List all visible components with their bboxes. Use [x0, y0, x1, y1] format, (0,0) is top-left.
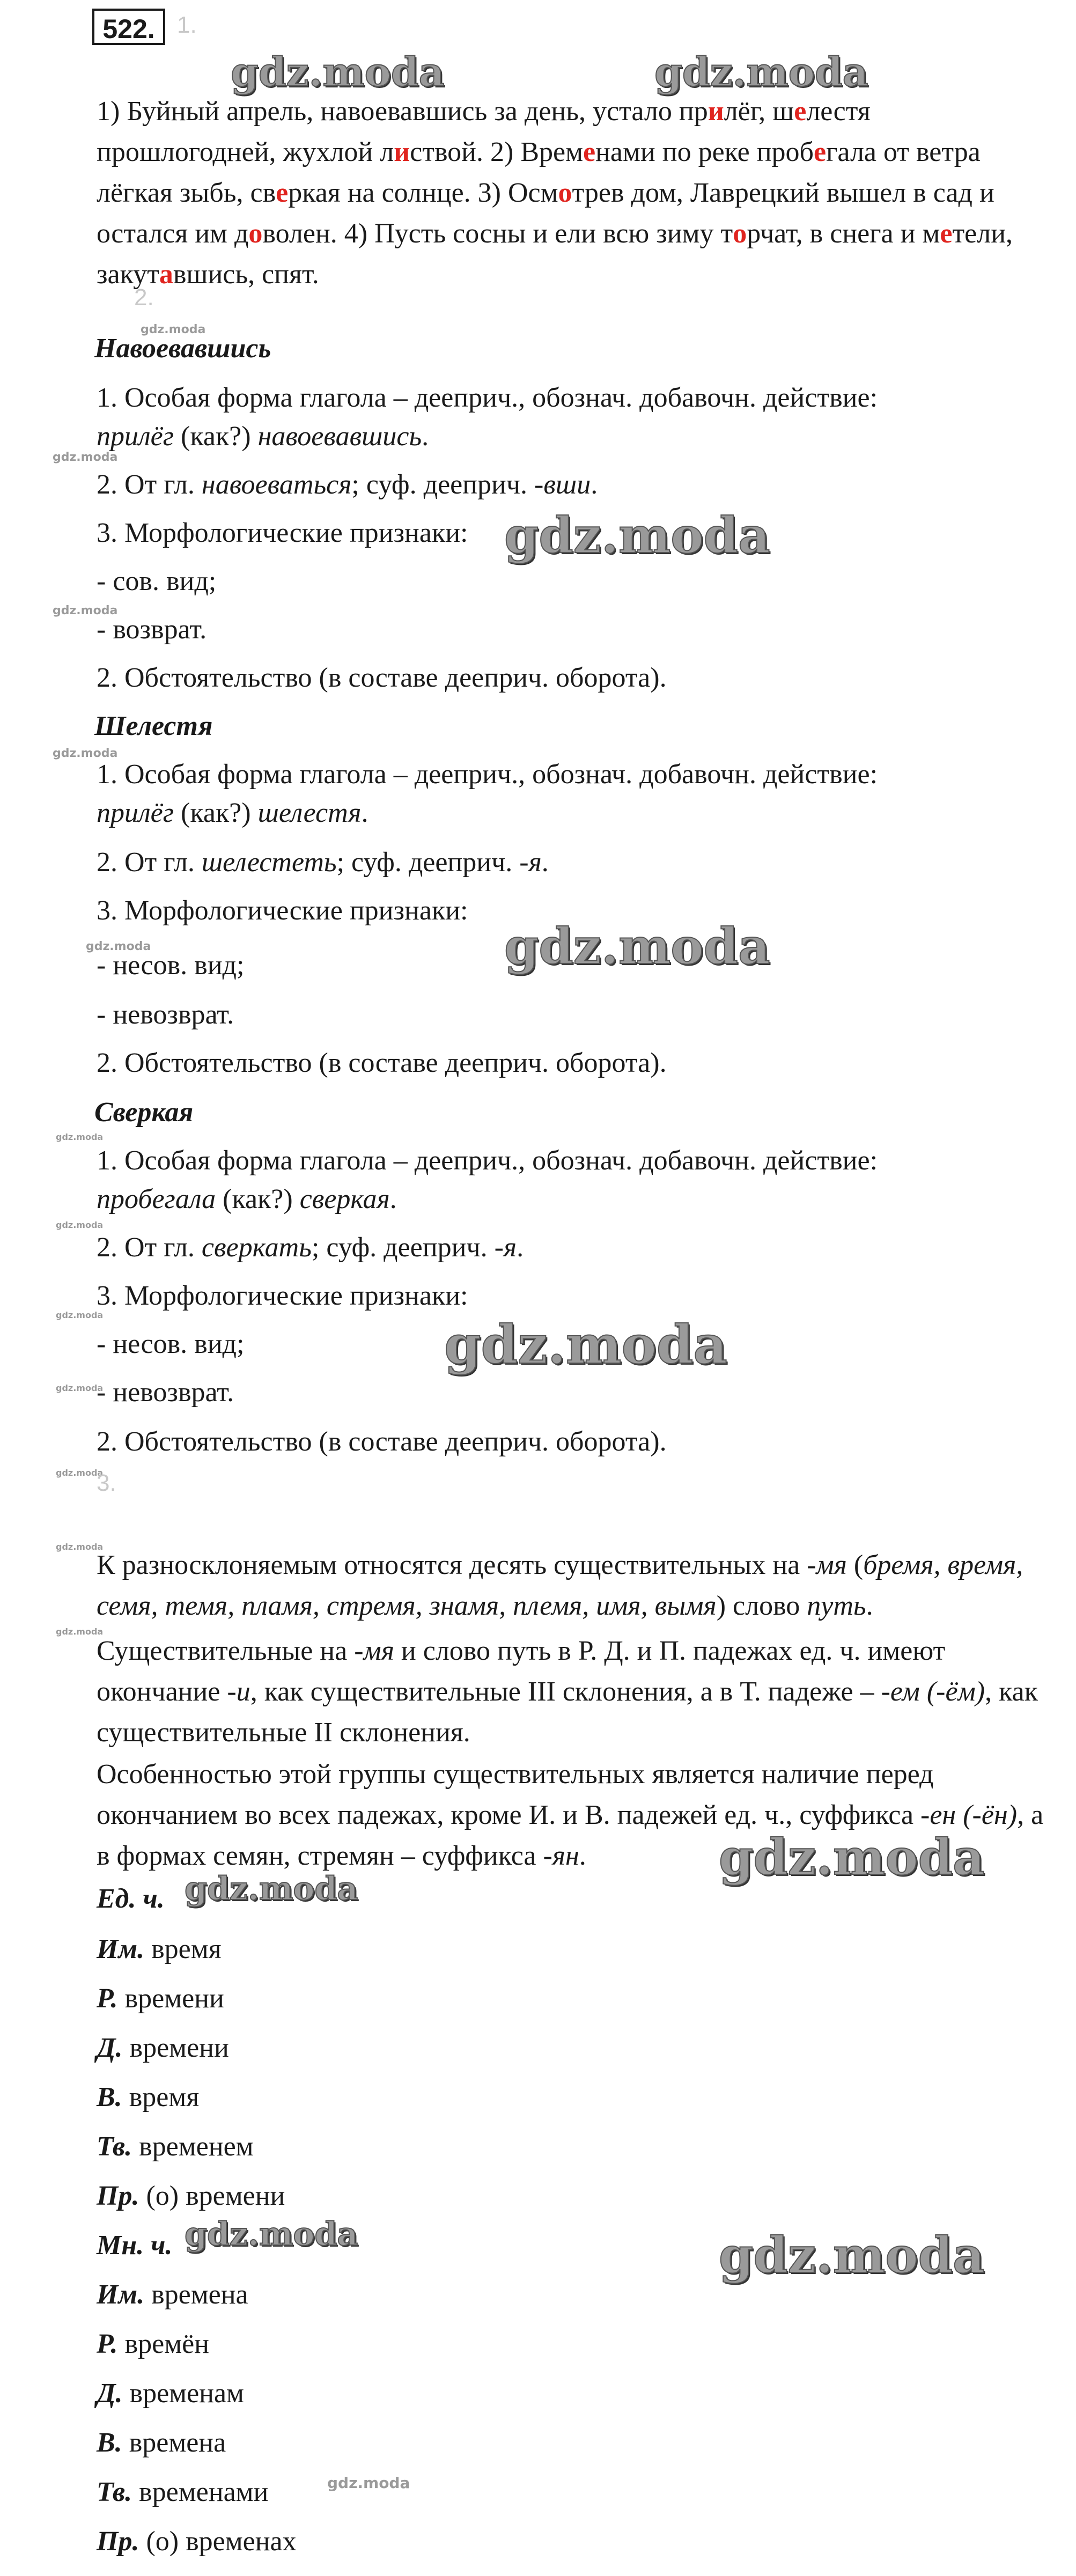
analysis-line: 3. Морфологические признаки:	[97, 895, 468, 926]
analysis-line: 3. Морфологические признаки:	[97, 1280, 468, 1311]
case-row: Д. временам	[97, 2378, 244, 2409]
analysis-line: прилёг (как?) навоевавшись.	[97, 421, 429, 452]
feature-item: - невозврат.	[97, 1377, 234, 1408]
watermark: gdz.moda	[56, 1220, 104, 1230]
watermark: gdz.moda	[504, 917, 770, 975]
part-1-marker: 1.	[177, 12, 197, 38]
analysis-line: 2. Обстоятельство (в составе дееприч. оборота).	[97, 1426, 667, 1457]
watermark: gdz.moda	[654, 49, 868, 95]
feature-item: - возврат.	[97, 614, 207, 645]
watermark: gdz.moda	[141, 323, 206, 336]
case-row: Пр. (о) времени	[97, 2181, 285, 2211]
watermark: gdz.moda	[53, 604, 118, 617]
case-row: В. времена	[97, 2427, 226, 2458]
case-row: Р. времени	[97, 1983, 224, 2014]
case-row: Им. времена	[97, 2279, 248, 2310]
analysis-line: 1. Особая форма глагола – дееприч., обознач. добавочн. действие:	[97, 759, 878, 790]
case-row: Тв. временами	[97, 2477, 269, 2507]
watermark: gdz.moda	[56, 1468, 104, 1478]
theory-paragraph: К разносклоняемым относятся десять существительных на -мя (бремя, время, семя, темя, пламя, стремя, знамя, племя, имя, вымя) слово путь.	[97, 1550, 1023, 1621]
plural-label: Мн. ч.	[97, 2230, 173, 2261]
analysis-line: 1. Особая форма глагола – дееприч., обознач. добавочн. действие:	[97, 1145, 878, 1176]
analysis-line: пробегала (как?) сверкая.	[97, 1184, 397, 1215]
part-3-marker: 3.	[97, 1470, 116, 1496]
part-2-marker: 2.	[134, 284, 154, 311]
analysis-line: 2. От гл. сверкать; суф. дееприч. -я.	[97, 1232, 524, 1263]
watermark: gdz.moda	[719, 2226, 985, 2284]
watermark: gdz.moda	[231, 49, 445, 95]
case-row: Тв. временем	[97, 2131, 254, 2162]
analysis-line: 2. От гл. шелестеть; суф. дееприч. -я.	[97, 847, 549, 878]
watermark: gdz.moda	[185, 2216, 358, 2253]
analysis-line: 3. Морфологические признаки:	[97, 518, 468, 548]
feature-item: - невозврат.	[97, 999, 234, 1030]
feature-item: - сов. вид;	[97, 566, 217, 597]
analysis-heading: Шелестя	[94, 711, 213, 741]
watermark: gdz.moda	[56, 1310, 104, 1320]
watermark: gdz.moda	[504, 506, 770, 564]
watermark: gdz.moda	[56, 1383, 104, 1393]
theory-paragraph: Существительные на -мя и слово путь в Р. Д. и П. падежах ед. ч. имеют окончание -и, как существительные III склонения, а в Т. падеже – -ем (-ём), как существительные II склонения.	[97, 1636, 1038, 1748]
watermark: gdz.moda	[327, 2474, 410, 2492]
analysis-line: 2. От гл. навоеваться; суф. дееприч. -вши.	[97, 469, 598, 500]
analysis-heading: Навоевавшись	[94, 333, 271, 364]
watermark: gdz.moda	[53, 747, 118, 760]
analysis-line: 2. Обстоятельство (в составе дееприч. оборота).	[97, 1048, 667, 1078]
singular-label: Ед. ч.	[97, 1883, 165, 1914]
watermark: gdz.moda	[56, 1626, 104, 1637]
analysis-line: 2. Обстоятельство (в составе дееприч. оборота).	[97, 663, 667, 693]
watermark: gdz.moda	[86, 940, 151, 953]
case-row: Пр. (о) временах	[97, 2526, 297, 2557]
case-row: Им. время	[97, 1934, 222, 1964]
case-row: Д. времени	[97, 2033, 229, 2063]
watermark: gdz.moda	[185, 1870, 358, 1908]
case-row: В. время	[97, 2082, 200, 2113]
watermark: gdz.moda	[56, 1542, 104, 1552]
watermark: gdz.moda	[719, 1828, 985, 1886]
theory-paragraph: Особенностью этой группы существительных является наличие перед окончанием во всех падежах, кроме И. и В. падежей ед. ч., суффикса -ен (-ён), а в формах семян, стремян – суффикса -ян.	[97, 1759, 1044, 1871]
feature-item: - несов. вид;	[97, 1329, 245, 1359]
feature-item: - несов. вид;	[97, 950, 245, 981]
watermark: gdz.moda	[444, 1314, 727, 1376]
exercise-number: 522.	[92, 9, 165, 45]
intro-paragraph: 1) Буйный апрель, навоевавшись за день, устало прилёг, шелестя прошлогодней, жухлой листвой. 2) Временами по реке пробегала от ветра лёгкая зыбь, сверкая на солнце. 3) Осмотрев дом, Лаврецкий вышел в сад и остался им доволен. 4) Пусть сосны и ели всю зиму торчат, в снега и метели, закутавшись, спят.	[97, 96, 1013, 290]
analysis-heading: Сверкая	[94, 1097, 194, 1128]
watermark: gdz.moda	[53, 451, 118, 464]
analysis-line: прилёг (как?) шелестя.	[97, 798, 369, 828]
analysis-line: 1. Особая форма глагола – дееприч., обознач. добавочн. действие:	[97, 382, 878, 413]
watermark: gdz.moda	[56, 1132, 104, 1142]
case-row: Р. времён	[97, 2329, 210, 2359]
